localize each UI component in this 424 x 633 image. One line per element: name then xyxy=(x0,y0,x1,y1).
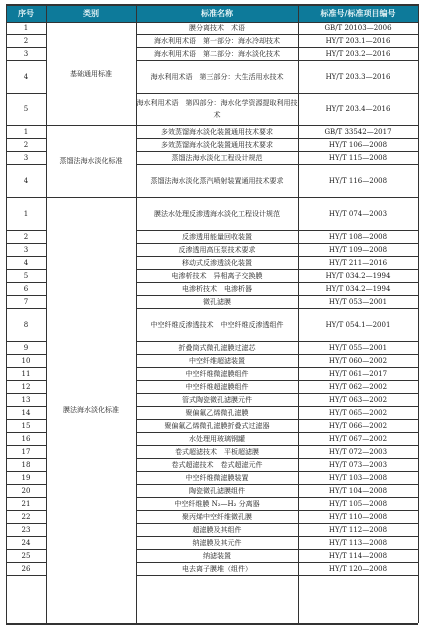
row-number: 4 xyxy=(23,72,29,81)
column-divider xyxy=(136,4,137,623)
row-rule xyxy=(136,197,418,198)
row-rule xyxy=(6,230,46,231)
row-rule xyxy=(136,523,418,524)
row-number: 24 xyxy=(21,538,31,547)
row-rule xyxy=(6,575,46,576)
row-number: 8 xyxy=(23,320,29,329)
row-number: 1 xyxy=(23,209,29,218)
row-rule xyxy=(6,419,46,420)
standard-code: HY/T 105—2008 xyxy=(328,499,388,508)
header-rule xyxy=(6,22,418,23)
row-rule xyxy=(136,367,418,368)
standard-code: HY/T 114—2008 xyxy=(328,551,388,560)
row-rule xyxy=(136,471,418,472)
standard-name: 蒸馏法海水淡化蒸汽喷射装置通用技术要求 xyxy=(150,176,284,185)
row-rule xyxy=(136,445,418,446)
category-cell: 蒸馏法海水淡化标准 xyxy=(59,157,123,165)
row-rule xyxy=(136,510,418,511)
row-rule xyxy=(136,125,418,126)
standard-name: 聚偏氟乙烯微孔滤膜 xyxy=(185,408,249,417)
standard-name: 海水利用术语 第二部分：海水淡化技术 xyxy=(154,49,280,58)
standard-code: GB/T 33542—2017 xyxy=(324,127,392,136)
standard-code: HY/T 061—2017 xyxy=(328,369,388,378)
standard-name: 聚丙烯中空纤维微孔膜 xyxy=(182,512,252,521)
column-divider xyxy=(298,4,299,623)
row-rule xyxy=(6,445,46,446)
row-number: 5 xyxy=(23,105,29,113)
row-number: 7 xyxy=(23,297,29,306)
row-number: 2 xyxy=(23,232,29,241)
row-rule xyxy=(136,34,418,35)
standard-code: HY/T 034.2—1994 xyxy=(325,284,391,293)
row-rule xyxy=(136,282,418,283)
standard-code: HY/T 073—2003 xyxy=(328,460,388,469)
row-rule xyxy=(136,458,418,459)
standard-code: HY/T 063—2002 xyxy=(328,395,388,404)
standard-code: GB/T 20103—2006 xyxy=(324,24,392,32)
row-rule xyxy=(136,93,418,94)
row-rule xyxy=(6,295,46,296)
standard-name: 多效蒸馏海水淡化装置通用技术要求 xyxy=(161,140,273,149)
row-rule xyxy=(136,406,418,407)
standard-code: HY/T 120—2008 xyxy=(328,564,388,573)
category-cell: 基础通用标准 xyxy=(70,69,112,78)
standard-code: HY/T 203.3—2016 xyxy=(325,72,391,81)
row-rule xyxy=(136,256,418,257)
row-rule xyxy=(6,308,46,309)
standard-code: HY/T 074—2003 xyxy=(328,209,388,218)
standard-code: HY/T 053—2001 xyxy=(328,297,388,306)
standard-name: 中空纤维微滤膜装置 xyxy=(185,473,249,482)
row-rule xyxy=(136,47,418,48)
standard-name: 卷式超滤技术 平板超滤膜 xyxy=(175,447,259,456)
row-number: 3 xyxy=(23,245,29,254)
row-rule xyxy=(136,562,418,563)
row-rule xyxy=(6,380,46,381)
column-divider xyxy=(46,4,47,623)
table-top-rule xyxy=(6,4,418,6)
standard-name: 电渗析技术 电渗析器 xyxy=(182,284,252,293)
standard-code: HY/T 115—2008 xyxy=(328,153,388,162)
row-rule xyxy=(136,484,418,485)
standard-name: 中空纤维膜 N₂—H₂ 分离器 xyxy=(174,499,260,508)
row-rule xyxy=(136,269,418,270)
standard-code: HY/T 211—2016 xyxy=(328,258,388,267)
row-number: 2 xyxy=(23,36,29,45)
row-rule xyxy=(6,256,46,257)
standard-name: 卷式超滤技术 卷式超滤元件 xyxy=(171,460,263,469)
row-rule xyxy=(6,354,46,355)
standard-code: HY/T 203.4—2016 xyxy=(325,105,391,113)
standard-code: HY/T 104—2008 xyxy=(328,486,388,495)
standard-name: 超滤膜及其组件 xyxy=(192,525,242,534)
standard-code: HY/T 103—2008 xyxy=(328,473,388,482)
standard-name: 电去离子膜堆（组件） xyxy=(182,564,252,573)
row-number: 13 xyxy=(21,395,31,404)
header-category: 类别 xyxy=(46,4,136,22)
row-rule xyxy=(136,308,418,309)
row-number: 10 xyxy=(21,356,31,365)
standard-code: HY/T 062—2002 xyxy=(328,382,388,391)
row-number: 4 xyxy=(23,258,29,267)
row-rule xyxy=(6,432,46,433)
standard-code: HY/T 055—2001 xyxy=(328,343,388,352)
row-number: 9 xyxy=(23,343,29,352)
standard-name: 电渗析技术 异相离子交换膜 xyxy=(171,271,263,280)
row-rule xyxy=(136,138,418,139)
row-rule xyxy=(6,269,46,270)
standard-name: 反渗透用高压泵技术要求 xyxy=(178,245,256,254)
standard-name: 管式陶瓷微孔滤膜元件 xyxy=(182,395,252,404)
row-rule xyxy=(6,164,46,165)
standard-name: 中空纤维微滤膜组件 xyxy=(185,369,249,378)
standard-code: HY/T 066—2002 xyxy=(328,421,388,430)
row-rule xyxy=(136,341,418,342)
standard-name: 纳滤装置 xyxy=(203,551,231,560)
row-rule xyxy=(6,510,46,511)
row-rule xyxy=(6,93,46,94)
standard-name: 陶瓷微孔滤膜组件 xyxy=(189,486,245,495)
row-rule xyxy=(6,393,46,394)
row-rule xyxy=(6,243,46,244)
standard-name: 微孔滤膜 xyxy=(203,297,231,306)
row-number: 26 xyxy=(21,564,31,573)
standard-name: 中空纤维反渗透技术 中空纤维反渗透组件 xyxy=(150,320,284,329)
standard-code: HY/T 106—2008 xyxy=(328,140,388,149)
row-rule xyxy=(6,458,46,459)
row-rule xyxy=(6,341,46,342)
standard-code: HY/T 065—2002 xyxy=(328,408,388,417)
row-number: 14 xyxy=(21,408,31,417)
row-number: 5 xyxy=(23,271,29,280)
row-rule xyxy=(136,575,418,576)
row-number: 23 xyxy=(21,525,31,534)
row-number: 1 xyxy=(23,24,29,32)
row-rule xyxy=(136,164,418,165)
row-number: 4 xyxy=(23,176,29,185)
row-number: 22 xyxy=(21,512,31,521)
standard-code: HY/T 203.2—2016 xyxy=(325,49,391,58)
row-rule xyxy=(136,549,418,550)
standard-name: 移动式反渗透淡化装置 xyxy=(182,258,252,267)
row-number: 20 xyxy=(21,486,31,495)
standard-name: 中空纤维超滤膜组件 xyxy=(185,382,249,391)
row-rule xyxy=(6,34,46,35)
standard-name: 水处理用玻璃钢罐 xyxy=(189,434,245,443)
row-number: 3 xyxy=(23,49,29,58)
standard-code: HY/T 110—2008 xyxy=(328,512,388,521)
row-rule xyxy=(136,536,418,537)
row-rule xyxy=(6,47,46,48)
row-rule xyxy=(136,393,418,394)
row-rule xyxy=(6,562,46,563)
standard-code: HY/T 054.1—2001 xyxy=(325,320,391,329)
standard-code: HY/T 203.1—2016 xyxy=(325,36,391,45)
row-number: 19 xyxy=(21,473,31,482)
row-rule xyxy=(6,151,46,152)
column-divider xyxy=(418,4,419,623)
row-rule xyxy=(6,60,46,61)
standard-name: 膜法水处理反渗透海水淡化工程设计规范 xyxy=(154,209,280,218)
row-number: 1 xyxy=(23,127,29,136)
table-bottom-rule xyxy=(6,623,418,625)
row-number: 15 xyxy=(21,421,31,430)
standard-name: 纳滤膜及其元件 xyxy=(192,538,242,547)
standard-code: HY/T 113—2008 xyxy=(328,538,388,547)
row-rule xyxy=(6,282,46,283)
standard-name: 中空纤维超滤装置 xyxy=(189,356,245,365)
row-rule xyxy=(136,295,418,296)
standard-code: HY/T 112—2008 xyxy=(328,525,388,534)
row-rule xyxy=(136,60,418,61)
standard-name: 折叠筒式微孔滤膜过滤芯 xyxy=(178,343,256,352)
standard-code: HY/T 060—2002 xyxy=(328,356,388,365)
row-rule xyxy=(136,243,418,244)
standard-code: HY/T 034.2—1994 xyxy=(325,271,391,280)
row-rule xyxy=(6,497,46,498)
row-number: 6 xyxy=(23,284,29,293)
row-rule xyxy=(6,406,46,407)
row-rule xyxy=(6,138,46,139)
row-rule xyxy=(136,380,418,381)
row-number: 17 xyxy=(21,447,31,456)
row-number: 12 xyxy=(21,382,31,391)
standard-name: 海水利用术语 第一部分：海水冷却技术 xyxy=(154,36,280,45)
row-rule xyxy=(136,497,418,498)
row-number: 18 xyxy=(21,460,31,469)
row-rule xyxy=(6,197,46,198)
header-standard-code: 标准号/标准项目编号 xyxy=(298,4,418,22)
row-rule xyxy=(136,230,418,231)
row-number: 11 xyxy=(21,369,31,378)
row-number: 3 xyxy=(23,153,29,162)
row-rule xyxy=(6,549,46,550)
standard-code: HY/T 072—2003 xyxy=(328,447,388,456)
row-rule xyxy=(136,432,418,433)
row-rule xyxy=(6,471,46,472)
header-number: 序号 xyxy=(6,4,46,22)
standard-name: 聚偏氟乙烯微孔滤膜折叠式过滤器 xyxy=(164,421,270,430)
standard-name: 多效蒸馏海水淡化装置通用技术要求 xyxy=(161,127,273,136)
standard-name: 海水利用术语 第四部分：海水化学资源提取利用技术 xyxy=(136,99,298,119)
row-rule xyxy=(6,484,46,485)
standard-name: 膜分离技术 术语 xyxy=(189,24,245,32)
standard-name: 蒸馏法海水淡化工程设计规范 xyxy=(171,153,263,162)
standard-code: HY/T 108—2008 xyxy=(328,232,388,241)
row-rule xyxy=(6,367,46,368)
row-rule xyxy=(6,523,46,524)
row-rule xyxy=(136,151,418,152)
row-number: 16 xyxy=(21,434,31,443)
standard-name: 反渗透用能量回收装置 xyxy=(182,232,252,241)
row-rule xyxy=(136,354,418,355)
row-number: 25 xyxy=(21,551,31,560)
column-divider xyxy=(6,4,7,623)
header-standard-name: 标准名称 xyxy=(136,4,298,22)
standard-code: HY/T 116—2008 xyxy=(328,176,388,185)
standard-code: HY/T 109—2008 xyxy=(328,245,388,254)
row-rule xyxy=(6,125,46,126)
row-rule xyxy=(136,419,418,420)
standard-name: 海水利用术语 第三部分：大生活用水技术 xyxy=(150,72,284,81)
category-cell: 膜法海水淡化标准 xyxy=(63,406,119,414)
row-number: 21 xyxy=(21,499,31,508)
row-rule xyxy=(6,536,46,537)
row-number: 2 xyxy=(23,140,29,149)
standard-code: HY/T 067—2002 xyxy=(328,434,388,443)
